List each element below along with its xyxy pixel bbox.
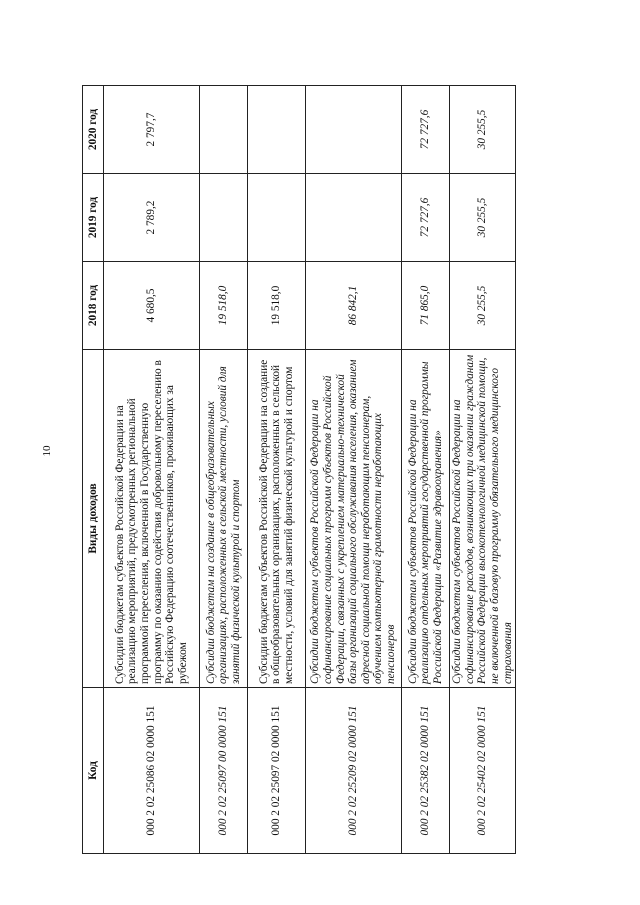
table-row <box>200 86 248 854</box>
cell-2018: 19 518,0 <box>248 262 306 350</box>
cell-2020: 2 797,7 <box>104 86 200 174</box>
cell-name: Субсидии бюджетам субъектов Российской Федерации на реализацию отдельных мероприятий государственной программы Российской Федерации «Развитие здравоохранения» <box>402 350 450 688</box>
cell-code: 000 2 02 25097 00 0000 151 <box>200 688 248 854</box>
cell-code: 000 2 02 25402 02 0000 151 <box>450 688 516 854</box>
cell-2020: 30 255,5 <box>450 86 516 174</box>
cell-2019 <box>248 174 306 262</box>
table-row <box>450 86 516 854</box>
cell-2018: 71 865,0 <box>402 262 450 350</box>
cell-code: 000 2 02 25086 02 0000 151 <box>104 688 200 854</box>
cell-name: Субсидии бюджетам субъектов Российской Федерации на реализацию мероприятий, предусмотренных региональной программой переселения, включенной в Государственную программу по оказанию содействия добровольному переселению в Российскую Федерацию соотечественников, проживающих за рубежом <box>104 350 200 688</box>
cell-name: Субсидии бюджетам на создание в общеобразовательных организациях, расположенных в сельской местности, условий для занятий физической культурой и спортом <box>200 350 248 688</box>
cell-name: Субсидии бюджетам субъектов Российской Федерации на софинансирование социальных программ субъектов Российской Федерации, связанных с укреплением материально-технической базы организаций социального обслуживания населения, оказанием адресной социальной помощи неработающим пенсионерам, обучением компьютерной грамотности неработающих пенсионеров <box>306 350 402 688</box>
cell-2018: 19 518,0 <box>200 262 248 350</box>
cell-2020 <box>248 86 306 174</box>
cell-name: Субсидии бюджетам субъектов Российской Федерации на создание в общеобразовательных организациях, расположенных в сельской местности, условий для занятий физической культурой и спортом <box>248 350 306 688</box>
table-row <box>306 86 402 854</box>
header-name: Виды доходов <box>83 350 104 688</box>
header-code: Код <box>83 688 104 854</box>
revenue-table <box>82 85 516 854</box>
cell-2020 <box>200 86 248 174</box>
table-row <box>402 86 450 854</box>
header-2018: 2018 год <box>83 262 104 350</box>
cell-2019 <box>306 174 402 262</box>
rotated-table-container <box>82 86 514 854</box>
cell-name: Субсидии бюджетам субъектов Российской Федерации на софинансирование расходов, возникающих при оказании гражданам Российской Федерации высокотехнологичной медицинской помощи, не включенной в базовую программу обязательного медицинского страхования <box>450 350 516 688</box>
cell-2018: 30 255,5 <box>450 262 516 350</box>
cell-2019 <box>200 174 248 262</box>
cell-code: 000 2 02 25209 02 0000 151 <box>306 688 402 854</box>
header-2020: 2020 год <box>83 86 104 174</box>
cell-2019: 30 255,5 <box>450 174 516 262</box>
cell-2020: 72 727,6 <box>402 86 450 174</box>
cell-2018: 86 842,1 <box>306 262 402 350</box>
cell-2019: 2 789,2 <box>104 174 200 262</box>
table-row <box>248 86 306 854</box>
header-2019: 2019 год <box>83 174 104 262</box>
cell-code: 000 2 02 25382 02 0000 151 <box>402 688 450 854</box>
cell-2018: 4 680,5 <box>104 262 200 350</box>
cell-code: 000 2 02 25097 02 0000 151 <box>248 688 306 854</box>
table-row <box>104 86 200 854</box>
page-number: 10 <box>41 445 53 457</box>
table-header-row <box>83 86 104 854</box>
cell-2020 <box>306 86 402 174</box>
cell-2019: 72 727,6 <box>402 174 450 262</box>
